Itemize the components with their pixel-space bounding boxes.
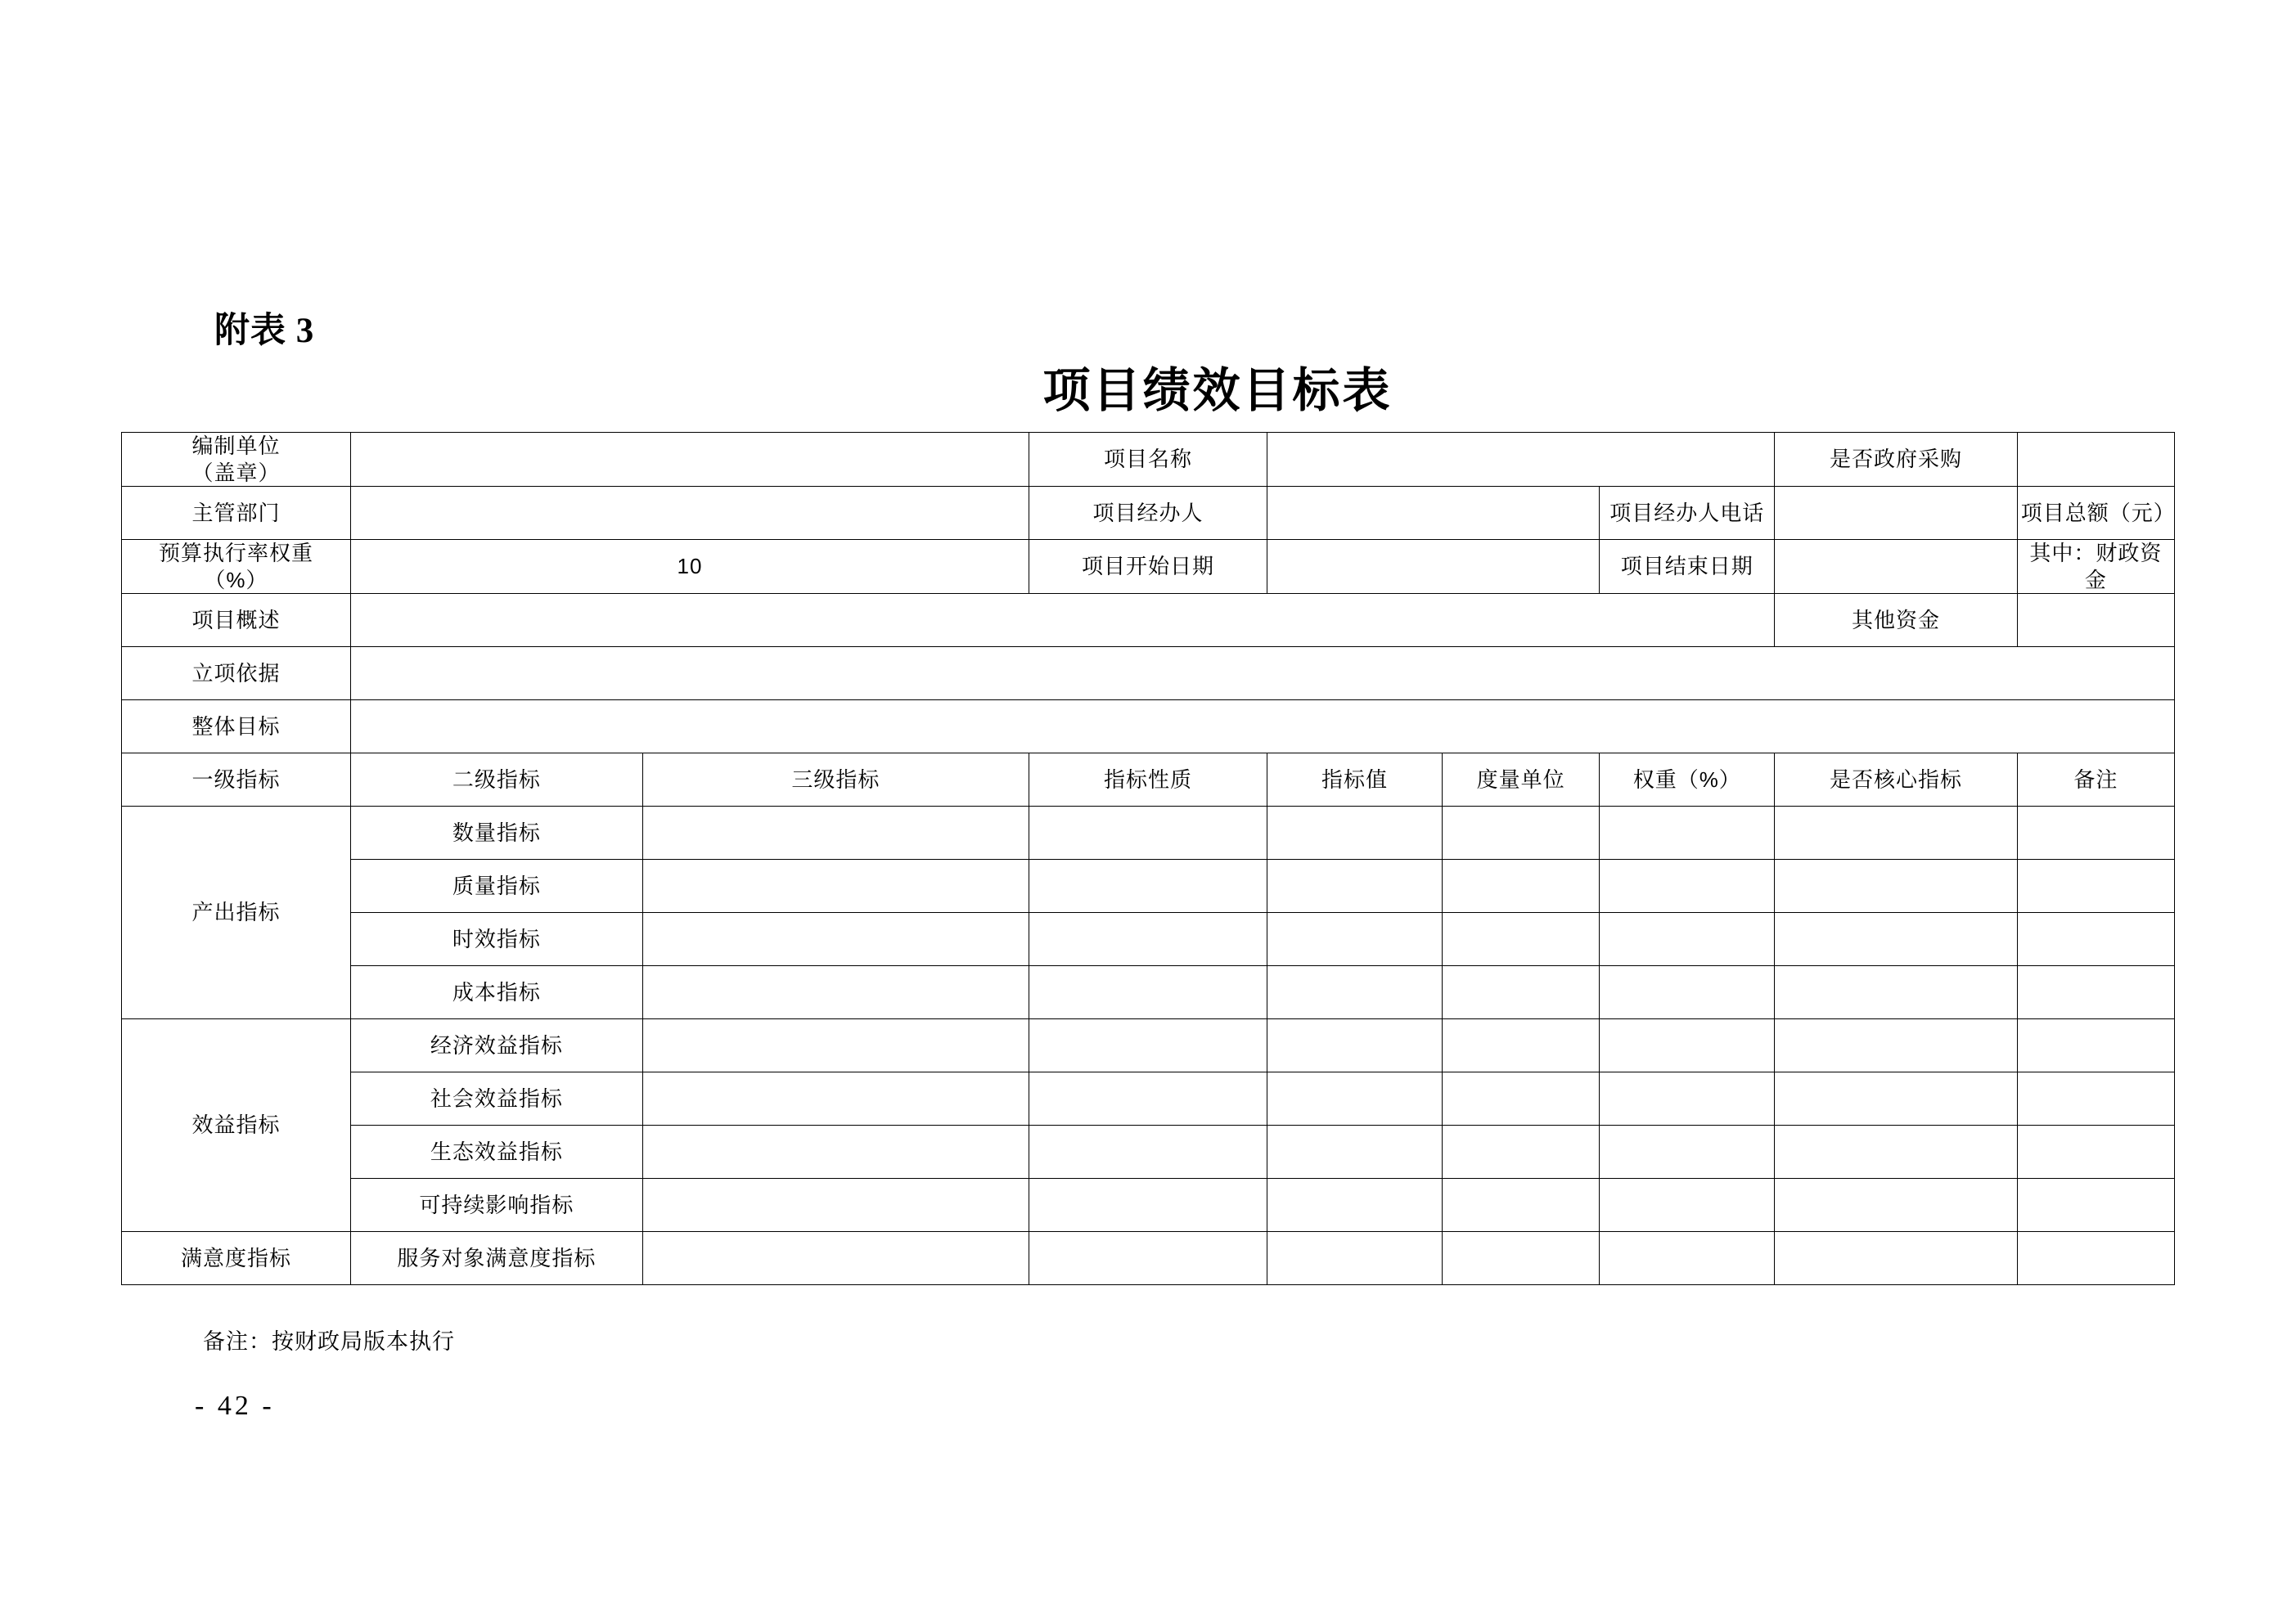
remark-cell[interactable] (2017, 1072, 2174, 1126)
weight-cell[interactable] (1600, 913, 1775, 966)
level3-indicator-cell[interactable] (642, 1126, 1029, 1179)
table-row (122, 913, 2175, 966)
level2-indicator-cell: 质量指标 (350, 860, 642, 913)
measure-unit-cell[interactable] (1443, 1126, 1600, 1179)
level2-indicator-cell: 可持续影响指标 (350, 1179, 642, 1232)
table-row (122, 860, 2175, 913)
level2-indicator-cell: 社会效益指标 (350, 1072, 642, 1126)
weight-cell[interactable] (1600, 1179, 1775, 1232)
is-core-indicator-cell[interactable] (1775, 1072, 2017, 1126)
is-core-indicator-cell[interactable] (1775, 966, 2017, 1019)
value-project-name[interactable] (1267, 433, 1774, 487)
table-row (122, 1179, 2175, 1232)
label-project-start-date: 项目开始日期 (1029, 540, 1267, 594)
is-core-indicator-cell[interactable] (1775, 1179, 2017, 1232)
header-weight: 权重（%） (1600, 753, 1775, 807)
measure-unit-cell[interactable] (1443, 860, 1600, 913)
label-gov-purchase: 是否政府采购 (1775, 433, 2017, 487)
attachment-label: 附表 3 (214, 312, 315, 350)
weight-cell[interactable] (1600, 860, 1775, 913)
group-label-output-indicator: 产出指标 (122, 807, 351, 1019)
label-handler-phone: 项目经办人电话 (1600, 487, 1775, 540)
measure-unit-cell[interactable] (1443, 913, 1600, 966)
value-gov-purchase[interactable] (2017, 433, 2174, 487)
level3-indicator-cell[interactable] (642, 913, 1029, 966)
group-label-benefit-indicator: 效益指标 (122, 1019, 351, 1232)
table-row (122, 700, 2175, 753)
level3-indicator-cell[interactable] (642, 807, 1029, 860)
indicator-nature-cell[interactable] (1029, 1232, 1267, 1285)
table-row (122, 1126, 2175, 1179)
is-core-indicator-cell[interactable] (1775, 1126, 2017, 1179)
label-fiscal-funds: 其中：财政资金 (2017, 540, 2174, 594)
measure-unit-cell[interactable] (1443, 1019, 1600, 1072)
label-project-overview: 项目概述 (122, 594, 351, 647)
value-handler-phone[interactable] (1775, 487, 2017, 540)
indicator-value-cell[interactable] (1267, 860, 1442, 913)
table-row (122, 966, 2175, 1019)
value-project-basis[interactable] (350, 647, 2174, 700)
weight-cell[interactable] (1600, 807, 1775, 860)
page-number: - 42 - (195, 1391, 275, 1421)
header-level3-indicator: 三级指标 (642, 753, 1029, 807)
measure-unit-cell[interactable] (1443, 1232, 1600, 1285)
level3-indicator-cell[interactable] (642, 1072, 1029, 1126)
remark-cell[interactable] (2017, 966, 2174, 1019)
label-project-total-amount: 项目总额（元） (2017, 487, 2174, 540)
label-project-name: 项目名称 (1029, 433, 1267, 487)
indicator-nature-cell[interactable] (1029, 1072, 1267, 1126)
table-row (122, 487, 2175, 540)
level2-indicator-cell: 数量指标 (350, 807, 642, 860)
value-project-handler[interactable] (1267, 487, 1599, 540)
level3-indicator-cell[interactable] (642, 1179, 1029, 1232)
weight-cell[interactable] (1600, 1126, 1775, 1179)
measure-unit-cell[interactable] (1443, 966, 1600, 1019)
table-row (122, 807, 2175, 860)
weight-cell[interactable] (1600, 1019, 1775, 1072)
level3-indicator-cell[interactable] (642, 966, 1029, 1019)
label-budget-execution-weight (122, 540, 351, 594)
table-row (122, 433, 2175, 487)
measure-unit-cell[interactable] (1443, 1179, 1600, 1232)
is-core-indicator-cell[interactable] (1775, 807, 2017, 860)
label-project-handler: 项目经办人 (1029, 487, 1267, 540)
table-row (122, 1019, 2175, 1072)
weight-cell[interactable] (1600, 1232, 1775, 1285)
label-budget-execution-weight-line1: 预算执行率权重 (158, 541, 313, 565)
indicator-value-cell[interactable] (1267, 1126, 1442, 1179)
header-level2-indicator: 二级指标 (350, 753, 642, 807)
table-header-row (122, 753, 2175, 807)
header-level1-indicator: 一级指标 (122, 753, 351, 807)
indicator-nature-cell[interactable] (1029, 1019, 1267, 1072)
performance-goal-table (121, 432, 2175, 1285)
value-project-end-date[interactable] (1775, 540, 2017, 594)
remark-cell[interactable] (2017, 1126, 2174, 1179)
indicator-value-cell[interactable] (1267, 1019, 1442, 1072)
table-row (122, 1232, 2175, 1285)
is-core-indicator-cell[interactable] (1775, 1232, 2017, 1285)
label-budget-execution-weight-line2: （%） (204, 567, 268, 592)
is-core-indicator-cell[interactable] (1775, 1019, 2017, 1072)
indicator-nature-cell[interactable] (1029, 966, 1267, 1019)
level3-indicator-cell[interactable] (642, 1232, 1029, 1285)
label-other-funds: 其他资金 (1775, 594, 2017, 647)
indicator-nature-cell[interactable] (1029, 807, 1267, 860)
level2-indicator-cell: 服务对象满意度指标 (350, 1232, 642, 1285)
label-project-end-date: 项目结束日期 (1600, 540, 1775, 594)
indicator-nature-cell[interactable] (1029, 1179, 1267, 1232)
level2-indicator-cell: 经济效益指标 (350, 1019, 642, 1072)
group-label-satisfaction-indicator: 满意度指标 (122, 1232, 351, 1285)
header-measure-unit: 度量单位 (1443, 753, 1600, 807)
header-indicator-nature: 指标性质 (1029, 753, 1267, 807)
indicator-nature-cell[interactable] (1029, 1126, 1267, 1179)
value-overall-goal[interactable] (350, 700, 2174, 753)
remark-cell[interactable] (2017, 1179, 2174, 1232)
table-row (122, 1072, 2175, 1126)
header-is-core-indicator: 是否核心指标 (1775, 753, 2017, 807)
level2-indicator-cell: 生态效益指标 (350, 1126, 642, 1179)
weight-cell[interactable] (1600, 1072, 1775, 1126)
remark-cell[interactable] (2017, 860, 2174, 913)
indicator-nature-cell[interactable] (1029, 913, 1267, 966)
remark-cell[interactable] (2017, 1019, 2174, 1072)
weight-cell[interactable] (1600, 966, 1775, 1019)
indicator-value-cell[interactable] (1267, 913, 1442, 966)
indicator-value-cell[interactable] (1267, 1072, 1442, 1126)
level3-indicator-cell[interactable] (642, 860, 1029, 913)
label-compiling-unit (122, 433, 351, 487)
value-project-start-date[interactable] (1267, 540, 1599, 594)
is-core-indicator-cell[interactable] (1775, 913, 2017, 966)
level2-indicator-cell: 成本指标 (350, 966, 642, 1019)
label-overall-goal: 整体目标 (122, 700, 351, 753)
remark-cell[interactable] (2017, 807, 2174, 860)
level3-indicator-cell[interactable] (642, 1019, 1029, 1072)
measure-unit-cell[interactable] (1443, 1072, 1600, 1126)
value-budget-execution-weight[interactable]: 10 (350, 540, 1029, 594)
measure-unit-cell[interactable] (1443, 807, 1600, 860)
header-remark: 备注 (2017, 753, 2174, 807)
value-supervising-department[interactable] (350, 487, 1029, 540)
remark-cell[interactable] (2017, 1232, 2174, 1285)
label-compiling-unit-line2: （盖章） (191, 460, 281, 485)
table-row (122, 540, 2175, 594)
indicator-value-cell[interactable] (1267, 1232, 1442, 1285)
footnote-text: 备注：按财政局版本执行 (203, 1329, 455, 1354)
value-compiling-unit[interactable] (350, 433, 1029, 487)
header-indicator-value: 指标值 (1267, 753, 1442, 807)
label-compiling-unit-line1: 编制单位 (191, 434, 281, 458)
indicator-value-cell[interactable] (1267, 966, 1442, 1019)
page-title: 项目绩效目标表 (1042, 364, 1393, 417)
indicator-value-cell[interactable] (1267, 1179, 1442, 1232)
table-row (122, 594, 2175, 647)
is-core-indicator-cell[interactable] (1775, 860, 2017, 913)
level2-indicator-cell: 时效指标 (350, 913, 642, 966)
value-other-funds[interactable] (2017, 594, 2174, 647)
label-project-basis: 立项依据 (122, 647, 351, 700)
indicator-nature-cell[interactable] (1029, 860, 1267, 913)
remark-cell[interactable] (2017, 913, 2174, 966)
label-supervising-department: 主管部门 (122, 487, 351, 540)
table-row (122, 647, 2175, 700)
value-project-overview[interactable] (350, 594, 1774, 647)
indicator-value-cell[interactable] (1267, 807, 1442, 860)
